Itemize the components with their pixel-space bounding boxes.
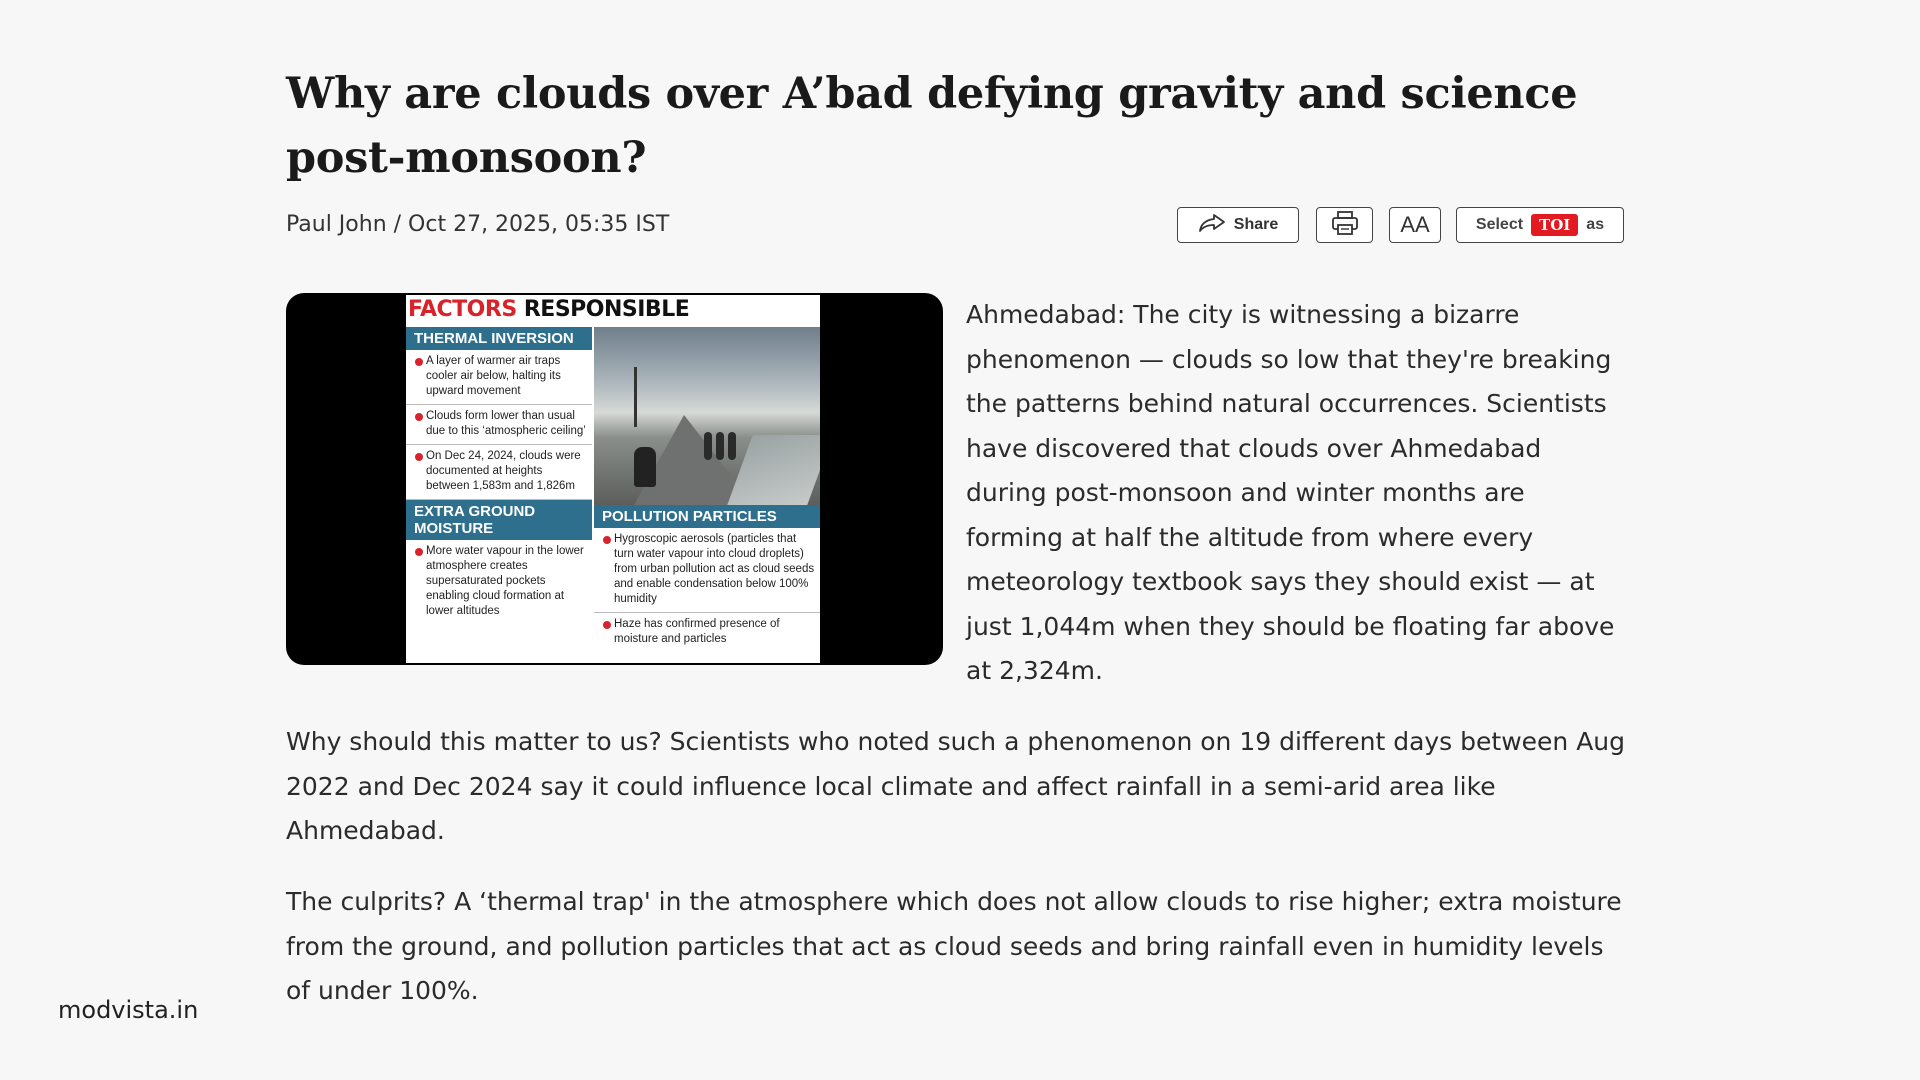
toi-logo: TOI xyxy=(1531,214,1578,236)
road-photo xyxy=(594,327,820,505)
share-button[interactable] xyxy=(1177,207,1299,243)
pedestrian xyxy=(716,432,724,460)
pedestrian xyxy=(728,432,736,460)
infographic-left-column xyxy=(406,327,592,663)
select-label: Select xyxy=(1475,216,1524,233)
article-byline: Paul John / Oct 27, 2025, 05:35 IST xyxy=(286,212,670,237)
share-arrow-icon xyxy=(1198,213,1226,238)
share-label: Share xyxy=(1233,216,1279,233)
article-paragraph: Ahmedabad: The city is witnessing a bizarre phenomenon — clouds so low that they're breaking the patterns behind natural occurrences. Scientists have discovered that clouds over Ahmedabad during post-monsoon and winter months are forming at half the altitude from where every meteorology textbook says they should exist — at just 1,044m when they should be floating far above at 2,324m. xyxy=(966,300,1615,685)
infographic-title-black: RESPONSIBLE xyxy=(523,297,690,322)
article-image[interactable] xyxy=(286,293,943,665)
select-toi-preferred-source-button[interactable] xyxy=(1456,207,1624,243)
bullet-item: A layer of warmer air traps cooler air below, halting its upward movement xyxy=(406,350,592,405)
bullet-item: More water vapour in the lower atmosphere creates supersaturated pockets enabling cloud formation at lower altitudes xyxy=(406,540,592,624)
scooter-rider xyxy=(634,447,656,487)
site-watermark: modvista.in xyxy=(58,996,199,1024)
infographic-right-column xyxy=(594,505,820,663)
section-heading-extra-ground-moisture: EXTRA GROUND MOISTURE xyxy=(406,500,592,540)
bullet-item: Clouds form lower than usual due to this ‘atmospheric ceiling’ xyxy=(406,405,592,445)
section-heading-pollution-particles: POLLUTION PARTICLES xyxy=(594,505,820,528)
print-button[interactable] xyxy=(1316,207,1373,243)
bullet-item: Hygroscopic aerosols (particles that turn water vapour into cloud droplets) from urban pollution act as cloud seeds and enable condensation below 100% humidity xyxy=(594,528,820,613)
infographic-title-red: FACTORS xyxy=(408,297,517,322)
bullet-item: Haze has confirmed presence of moisture and particles xyxy=(594,613,820,652)
printer-icon xyxy=(1330,210,1360,241)
as-label: as xyxy=(1586,216,1605,233)
infographic-title xyxy=(406,295,822,325)
article-headline: Why are clouds over A’bad defying gravity and science post-monsoon? xyxy=(286,69,1578,183)
section-heading-thermal-inversion: THERMAL INVERSION xyxy=(406,327,592,350)
bullet-item: On Dec 24, 2024, clouds were documented at heights between 1,583m and 1,826m xyxy=(406,445,592,500)
article-paragraph: The culprits? A ‘thermal trap' in the atmosphere which does not allow clouds to rise higher; extra moisture from the ground, and pollution particles that act as cloud seeds and bring rainfall even in humidity levels of under 100%. xyxy=(286,887,1622,1005)
article-paragraph: Why should this matter to us? Scientists who noted such a phenomenon on 19 different days between Aug 2022 and Dec 2024 say it could influence local climate and affect rainfall in a semi-arid area like Ahmedabad. xyxy=(286,727,1626,845)
font-size-button[interactable]: AA xyxy=(1389,207,1441,243)
pedestrian xyxy=(704,432,712,460)
infographic xyxy=(406,295,820,663)
